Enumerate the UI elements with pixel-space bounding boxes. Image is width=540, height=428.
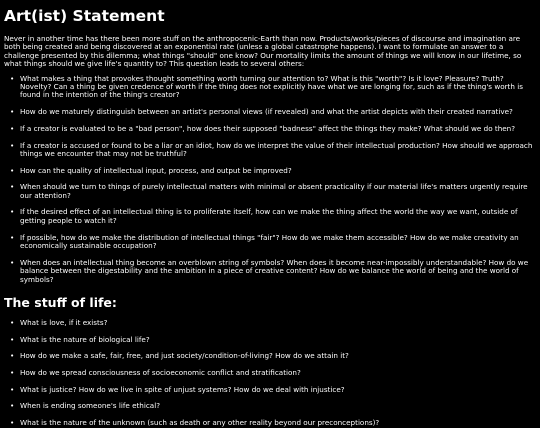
list-item-text: When should we turn to things of purely intellectual matters with minimal or absent practicality if our material life's matters urgently require our attention? bbox=[20, 182, 528, 200]
bullet-icon: • bbox=[10, 317, 15, 327]
list-item-text: What is love, if it exists? bbox=[20, 317, 108, 327]
list-item bbox=[10, 401, 535, 411]
list-item-text: If the desired effect of an intellectual thing is to proliferate itself, how can we make the thing affect the world the way we want, outside of getting people to watch it? bbox=[20, 207, 518, 225]
list-item-text: When is ending someone's life ethical? bbox=[20, 401, 161, 411]
bullet-icon: • bbox=[10, 334, 15, 344]
intro-paragraph: Never in another time has there been more stuff on the anthropocenic-Earth than now. Products/works/pieces of discourse and imagination are both being created and being discovered at an exponential rate (unless a global catastrophe happens). I want to formulate an answer to a challenge presented by this dilemma; what things "should" one know? Our mortality limits the amount of things we will know in our lifetime, so what things should we give life's quantity to? This question leads to several others: bbox=[4, 34, 522, 69]
list-item-text: When does an intellectual thing become an overblown string of symbols? When does it become near-impossibly understandable? How do we balance between the digestability and the ambition in a piece of creative content? How do we balance the world of being and the world of symbols? bbox=[20, 257, 529, 284]
bullet-icon: • bbox=[10, 232, 15, 242]
list-item bbox=[10, 334, 535, 344]
bullet-icon: • bbox=[10, 401, 15, 411]
bullet-icon: • bbox=[10, 73, 15, 83]
list-item bbox=[10, 207, 535, 225]
life-questions-list bbox=[4, 319, 535, 428]
list-item-text: If possible, how do we make the distribution of intellectual things "fair"? How do we make them accessible? How do we make creativity an economically sustainable occupation? bbox=[20, 232, 519, 250]
bullet-icon: • bbox=[10, 418, 15, 428]
bullet-icon: • bbox=[10, 351, 15, 361]
list-item bbox=[10, 257, 535, 284]
section-heading: The stuff of life: bbox=[4, 294, 117, 310]
list-item-text: How do we make a safe, fair, free, and just society/condition-of-living? How do we attain it? bbox=[20, 351, 349, 361]
bullet-icon: • bbox=[10, 140, 15, 150]
list-item bbox=[10, 123, 535, 133]
list-item bbox=[10, 368, 535, 378]
page-title: Art(ist) Statement bbox=[4, 7, 165, 25]
list-item bbox=[10, 418, 535, 428]
list-item-text: How can the quality of intellectual input, process, and output be improved? bbox=[20, 165, 292, 175]
list-item bbox=[10, 232, 535, 251]
bullet-icon: • bbox=[10, 384, 15, 394]
bullet-icon: • bbox=[10, 123, 15, 133]
list-item bbox=[10, 165, 535, 175]
list-item bbox=[10, 384, 535, 394]
bullet-icon: • bbox=[10, 182, 15, 192]
list-item-text: How do we spread consciousness of socioeconomic conflict and stratification? bbox=[20, 368, 301, 378]
questions-list bbox=[4, 75, 535, 284]
list-item bbox=[10, 317, 535, 327]
bullet-icon: • bbox=[10, 207, 15, 217]
list-item bbox=[10, 107, 535, 117]
list-item bbox=[10, 182, 535, 200]
bullet-icon: • bbox=[10, 107, 15, 117]
bullet-icon: • bbox=[10, 257, 15, 267]
list-item-text: What is the nature of biological life? bbox=[20, 334, 150, 344]
list-item-text: How do we maturely distinguish between an artist's personal views (if revealed) and what the artist depicts with their created narrative? bbox=[20, 107, 513, 117]
bullet-icon: • bbox=[10, 368, 15, 378]
list-item-text: What makes a thing that provokes thought something worth turning our attention to? What is this "worth"? Is it love? Pleasure? Truth? Novelty? Can a thing be given credence of worth if the thing does not explicitly have what we are longing for, such as if the thing's worth is found in the intention of the thing's creator? bbox=[20, 73, 523, 100]
list-item bbox=[10, 73, 535, 100]
list-item-text: What is justice? How do we live in spite of unjust systems? How do we deal with injustice? bbox=[20, 384, 345, 394]
bullet-icon: • bbox=[10, 165, 15, 175]
list-item-text: If a creator is accused or found to be a liar or an idiot, how do we interpret the value of their intellectual production? How should we approach things we encounter that may not be truthful? bbox=[20, 140, 533, 158]
list-item bbox=[10, 140, 535, 159]
list-item-text: What is the nature of the unknown (such as death or any other reality beyond our preconceptions)? bbox=[20, 418, 380, 428]
list-item-text: If a creator is evaluated to be a "bad person", how does their supposed "badness" affect the things they make? What should we do then? bbox=[20, 123, 516, 133]
list-item bbox=[10, 351, 535, 361]
